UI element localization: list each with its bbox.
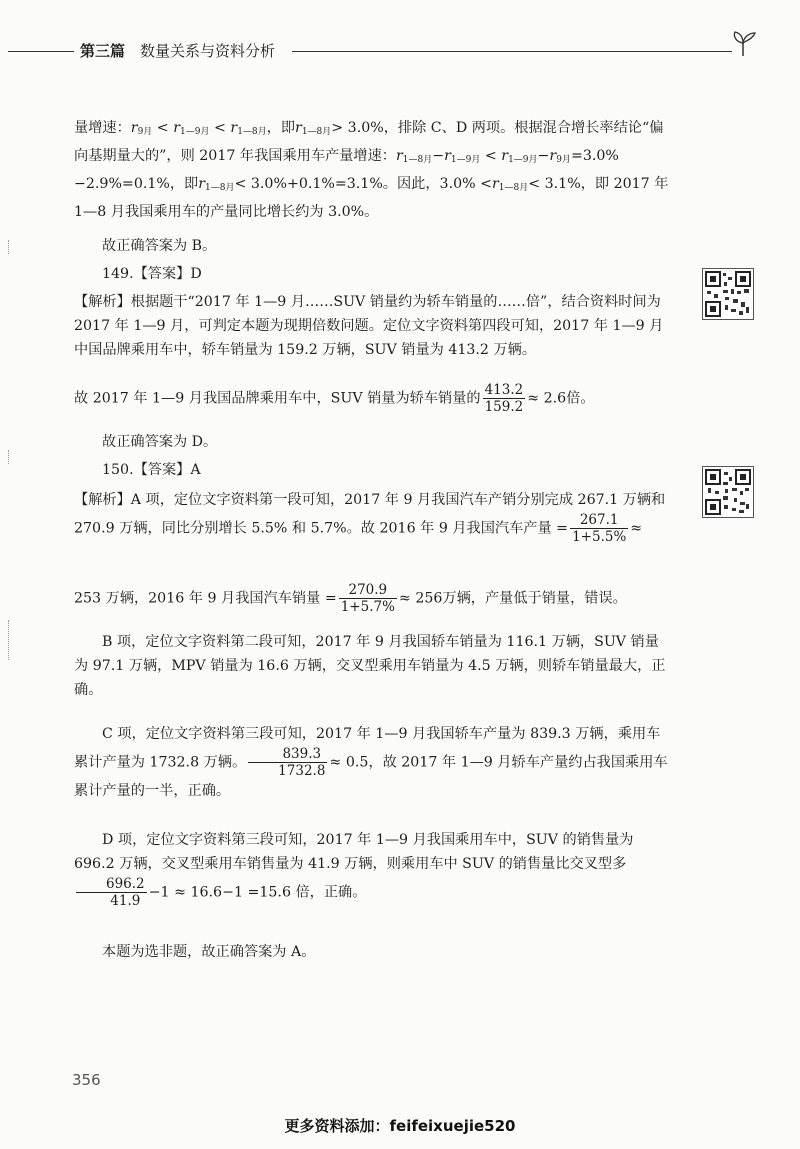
fraction-suv-over-cross xyxy=(76,876,147,909)
header-rule-left xyxy=(8,51,74,52)
text-fragment: =3.0%−2.9%=0.1%，即 xyxy=(74,148,619,192)
page-header xyxy=(0,40,760,60)
analysis-149: 【解析】根据题干“2017 年 1—9 月……SUV 销量约为轿车销量的……倍”，结合资料时间为 2017 年 1—9 月，可判定本题为现期倍数问题。定位文字资料第四段可知，2017 年 1—9 月中国品牌乘用车中，轿车销量为 159.2 万辆，SUV 销量为 413.2 万辆。 xyxy=(74,294,664,358)
text-fragment: < 3.1%，即 2017 年 1—8 月我国乘用车的产量同比增长约为 3.0%。 xyxy=(74,176,669,220)
text-fragment: < 3.0%+0.1%=3.1%。因此，3.0% < xyxy=(234,176,492,192)
fraction-denominator: 1732.8 xyxy=(278,763,326,779)
margin-mark xyxy=(8,450,10,464)
fraction-numerator: 839.3 xyxy=(248,746,327,763)
text-fragment: 故 2017 年 1—9 月我国品牌乘用车中，SUV 销量为轿车销量的 xyxy=(74,390,481,407)
fraction-denominator: 159.2 xyxy=(484,399,524,415)
text-fragment: ，即 xyxy=(266,120,296,136)
text-fragment: 【解析】A 项，定位文字资料第一段可知，2017 年 9 月我国汽车产销分别完成 267.1 万辆和 270.9 万辆，同比分别增长 5.5% 和 5.7%。故 2016 年 9 月我国汽车产量 = xyxy=(74,492,666,537)
fraction-denominator: 1+5.5% xyxy=(572,529,627,545)
fraction-sedan-share xyxy=(248,746,327,779)
answer-line-149: 故正确答案为 D。 xyxy=(102,434,218,450)
margin-mark xyxy=(8,620,10,660)
header-section-title: 数量关系与资料分析 xyxy=(140,42,276,60)
text-fragment: ≈ 0.5，故 2017 年 1—9 月轿车产量约占我国乘用车累计产量的一半，正确。 xyxy=(74,754,668,799)
fraction-numerator: 413.2 xyxy=(484,382,524,398)
fraction-numerator: 270.9 xyxy=(339,582,397,599)
footer-contact: 更多资料添加：feifeixuejie520 xyxy=(284,1117,516,1135)
analysis-150-option-a-cont xyxy=(74,582,670,615)
qr-code-150 xyxy=(702,466,754,518)
header-part-label: 第三篇 xyxy=(80,42,126,60)
question-150-answer: 150.【答案】A xyxy=(102,462,201,478)
analysis-150-option-a xyxy=(74,488,670,545)
analysis-150-option-c xyxy=(74,722,670,803)
header-rule-right xyxy=(292,51,732,52)
text-fragment: ≈ 256万辆，产量低于销量，错误。 xyxy=(398,590,627,607)
sprout-icon xyxy=(728,28,758,58)
page-number: 356 xyxy=(72,1071,101,1089)
paragraph-growth-rate: 量增速：$r_{9月} < r_{1—9月} < r_{1—8月}$，即$r_{1—8月}> 3.0\%$，排除 C、D 两项。根据混合增长率结论“偏向基期量大的”，则 2017 年我国乘用车产量增速：$r_{1—8月}-r_{1—9月} < r_{1—9月}-r_{9月}=3.0\%-2.9\%=0.1\%$，即$r_{1—8月}< 3.0\%+0.1\%=3.1\%$。因此，$3.0\% <r_{1—8月}< 3.1\%$，即 2017 年 1—8 月我国乘用车的产量同比增长约为 3.0%。 xyxy=(74,120,669,220)
answer-line-148: 故正确答案为 B。 xyxy=(102,238,217,254)
qr-code-149 xyxy=(702,268,754,320)
text-fragment: ≈ 2.6倍。 xyxy=(527,390,595,407)
text-fragment: C 项，定位文字资料第三段可知，2017 年 1—9 月我国轿车产量为 839.3 万辆，乘用车累计产量为 1732.8 万辆。 xyxy=(74,726,661,771)
conclusion-149 xyxy=(74,382,670,415)
fraction-numerator: 267.1 xyxy=(570,512,628,529)
fraction-denominator: 41.9 xyxy=(110,893,141,909)
text-fragment: −1 ≈ 16.6−1 =15.6 倍，正确。 xyxy=(148,884,367,901)
fraction-suv-over-sedan xyxy=(483,382,526,415)
margin-mark xyxy=(8,240,10,254)
text-fragment: ≈ xyxy=(630,520,643,537)
fraction-denominator: 1+5.7% xyxy=(340,599,395,615)
text-fragment: 量增速： xyxy=(74,120,131,136)
question-149-answer: 149.【答案】D xyxy=(102,266,202,282)
analysis-150-option-d xyxy=(74,828,670,909)
fraction-sales-2016 xyxy=(339,582,397,615)
analysis-150-option-b: B 项，定位文字资料第二段可知，2017 年 9 月我国轿车销量为 116.1 万辆，SUV 销量为 97.1 万辆，MPV 销量为 16.6 万辆，交叉型乘用车销量为 4.5 万辆，则轿车销量最大，正确。 xyxy=(74,634,666,698)
fraction-production-2016 xyxy=(570,512,628,545)
text-fragment: D 项，定位文字资料第三段可知，2017 年 1—9 月我国乘用车中，SUV 的销售量为 696.2 万辆，交叉型乘用车销售量为 41.9 万辆，则乘用车中 SUV 的销售量比交叉型多 xyxy=(74,832,634,872)
text-fragment: 253 万辆，2016 年 9 月我国汽车销量 = xyxy=(74,590,337,607)
fraction-numerator: 696.2 xyxy=(76,876,147,893)
text-fragment: > 3.0%，排除 C、D 两项。根据混合增长率结论“偏向基期量大的”，则 2017 年我国乘用车产量增速： xyxy=(74,120,664,164)
final-answer-150: 本题为选非题，故正确答案为 A。 xyxy=(102,944,316,960)
